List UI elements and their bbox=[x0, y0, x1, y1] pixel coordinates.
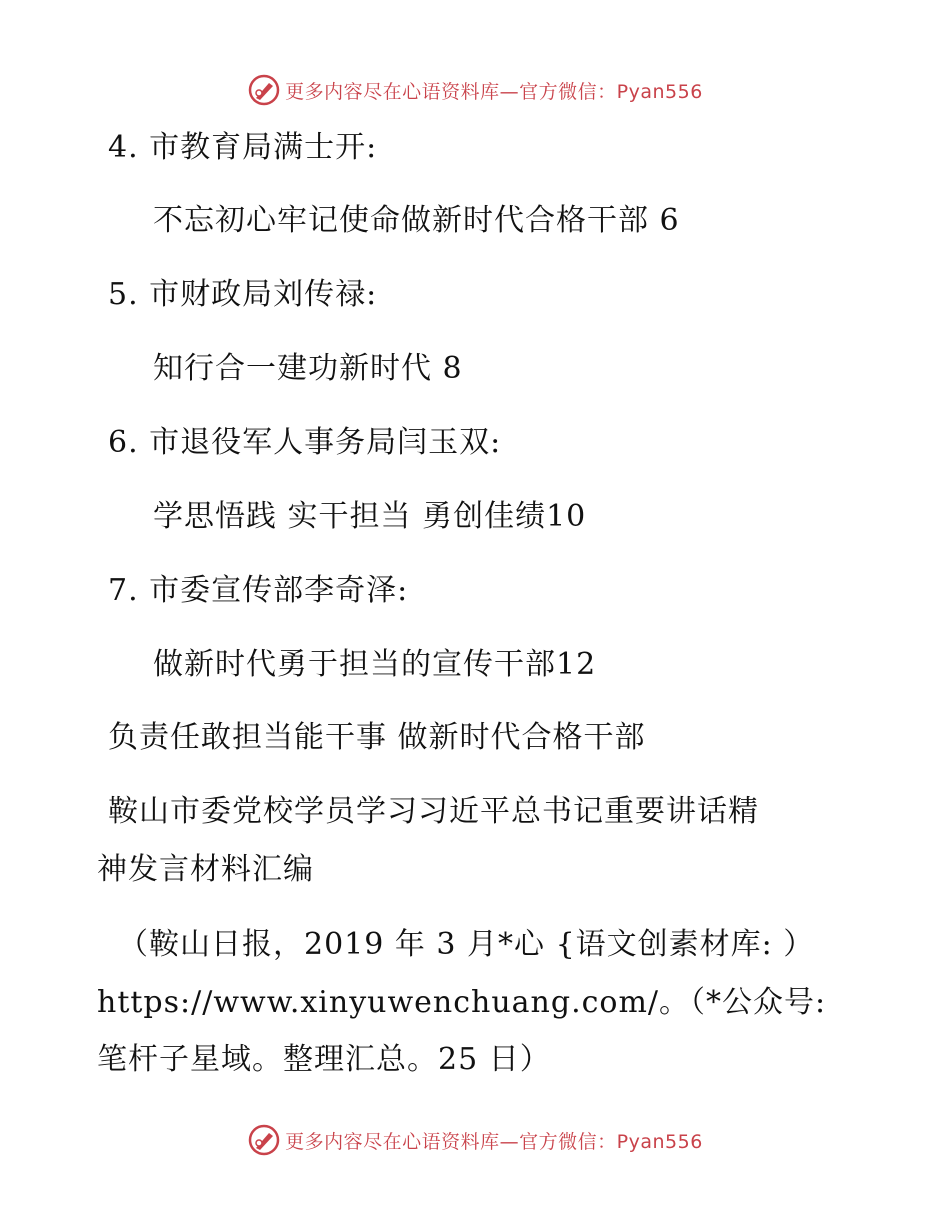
toc-item-7-heading: 7. 市委宣传部李奇泽: bbox=[108, 573, 409, 608]
watermark-text: 更多内容尽在心语资料库—官方微信：Pyan556 bbox=[285, 80, 703, 103]
logo-icon bbox=[247, 1123, 281, 1157]
source-line-1: （鞍山日报，2019 年 3 月*心 {语文创素材库: ） bbox=[118, 927, 815, 962]
footer-watermark-banner bbox=[0, 1120, 950, 1160]
document-title-line-1: 鞍山市委党校学员学习习近平总书记重要讲话精 bbox=[108, 794, 759, 829]
document-title-line-2: 神发言材料汇编 bbox=[97, 852, 314, 887]
watermark-text: 更多内容尽在心语资料库—官方微信：Pyan556 bbox=[285, 1130, 703, 1153]
toc-item-5-heading: 5. 市财政局刘传禄: bbox=[108, 277, 378, 312]
toc-item-4-heading: 4. 市教育局满士开: bbox=[108, 130, 378, 165]
section-title: 负责任敢担当能干事 做新时代合格干部 bbox=[108, 720, 646, 755]
toc-item-5-title: 知行合一建功新时代 8 bbox=[153, 351, 463, 386]
logo-icon bbox=[247, 73, 281, 107]
source-line-2: https://www.xinyuwenchuang.com/。（*公众号: bbox=[97, 985, 827, 1020]
source-line-3: 笔杆子星域。整理汇总。25 日） bbox=[97, 1042, 551, 1077]
toc-item-6-heading: 6. 市退役军人事务局闫玉双: bbox=[108, 425, 502, 460]
header-watermark-banner bbox=[0, 70, 950, 110]
toc-item-4-title: 不忘初心牢记使命做新时代合格干部 6 bbox=[153, 203, 680, 238]
toc-item-7-title: 做新时代勇于担当的宣传干部12 bbox=[153, 647, 597, 682]
toc-item-6-title: 学思悟践 实干担当 勇创佳绩10 bbox=[153, 499, 587, 534]
